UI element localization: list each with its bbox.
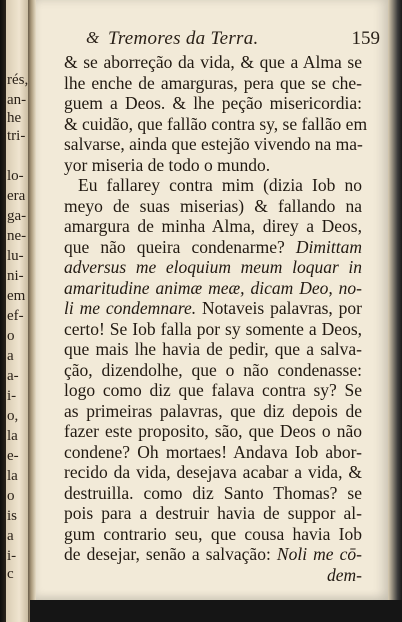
facing-page-fragment: e- xyxy=(7,448,19,464)
facing-page-fragment: i- xyxy=(7,388,17,404)
facing-page-fragment: c xyxy=(7,566,14,582)
facing-page-fragment: era xyxy=(7,188,26,204)
line-text: pois para a destruir havia de suppor al- xyxy=(64,503,362,523)
line-text: logo como diz que falava contra sy? Se xyxy=(64,380,362,400)
book-page xyxy=(36,0,388,600)
text-line xyxy=(64,544,362,565)
line-text: de desejar, senão a salvação: xyxy=(64,544,277,564)
text-line xyxy=(64,52,362,73)
line-text: yor miseria de todo o mundo. xyxy=(64,154,271,175)
latin-quote-text: dem- xyxy=(327,564,362,585)
text-line xyxy=(64,237,362,258)
line-text: guem a Deos. & lhe peção misericordia: xyxy=(64,93,362,113)
text-line xyxy=(64,319,362,340)
facing-page-fragment: tri- xyxy=(7,128,26,144)
text-line xyxy=(64,421,362,442)
line-text: as primeiras palavras, que diz depois de xyxy=(64,400,362,421)
text-line xyxy=(64,524,362,545)
text-line xyxy=(64,196,362,217)
text-line xyxy=(64,155,362,176)
line-text: condene? Oh mortaes! Andava Iob abor- xyxy=(64,441,362,462)
text-line xyxy=(64,134,362,155)
line-text: que mais lhe havia de pedir, que a salva- xyxy=(64,339,362,359)
facing-page-edge xyxy=(6,0,28,622)
text-line xyxy=(64,565,362,586)
latin-quote-text: Noli me cō- xyxy=(276,544,362,564)
line-text: salvarse, ainda que estejão vivendo na ma- xyxy=(64,134,363,154)
text-line xyxy=(64,462,362,483)
latin-quote-text: Dimittam xyxy=(295,236,362,257)
line-text: Notaveis palavras, por xyxy=(196,298,362,318)
line-text: amargura de minha Alma, direy a Deos, xyxy=(64,216,362,236)
page-bottom-shadow xyxy=(30,600,402,622)
facing-page-fragment: an- xyxy=(7,92,27,108)
facing-page-fragment: he xyxy=(7,110,22,126)
text-line xyxy=(64,483,362,504)
text-line xyxy=(64,73,362,94)
facing-page-fragment: em xyxy=(7,288,26,304)
facing-page-fragment: o xyxy=(7,488,15,504)
text-line xyxy=(64,216,362,237)
text-line xyxy=(64,380,362,401)
facing-page-fragment: ga- xyxy=(7,208,27,224)
facing-page-fragment: la xyxy=(7,468,18,484)
facing-page-fragment: a- xyxy=(7,368,19,384)
line-text: fazer este proposito, são, que Deos o não xyxy=(64,421,362,441)
facing-page-fragment: is xyxy=(7,508,18,524)
line-text: recido da vida, desejava acabar a vida, & xyxy=(64,462,362,482)
line-text: & cuidão, que fallão contra sy, se fallão em xyxy=(64,113,368,134)
facing-page-fragment: a xyxy=(7,528,14,544)
facing-page-fragment: ni- xyxy=(7,268,24,284)
latin-quote-text: adversus me eloquium meum loquar in xyxy=(64,257,362,277)
facing-page-fragment: la xyxy=(7,428,18,444)
line-text: Eu fallarey contra mim (dizia Iob no xyxy=(78,175,362,195)
facing-page-fragment: i- xyxy=(7,548,17,564)
text-line xyxy=(64,442,362,463)
facing-page-fragment: ne- xyxy=(7,228,27,244)
running-title: Tremores da Terra. xyxy=(108,28,259,49)
facing-page-fragment: rés, xyxy=(7,72,28,88)
line-text: que não queira condenarme? xyxy=(64,236,296,257)
facing-page-fragment: o, xyxy=(7,408,19,424)
text-line xyxy=(64,175,362,196)
text-line xyxy=(64,278,362,299)
text-line xyxy=(64,93,362,114)
facing-page-fragment: lu- xyxy=(7,248,24,264)
line-text: lhe enche de amarguras, pera que se che- xyxy=(64,72,362,93)
text-line xyxy=(64,401,362,422)
body-text xyxy=(64,52,368,585)
facing-page-fragment: ef- xyxy=(7,308,24,324)
page-header xyxy=(86,28,386,52)
text-line xyxy=(64,503,362,524)
text-line xyxy=(64,113,368,135)
line-text: ção, dizendolhe, que o não condenasse: xyxy=(64,359,362,380)
latin-quote-text: amaritudine animæ meæ, dicam Deo, no- xyxy=(64,277,362,298)
page-fore-edge xyxy=(388,0,402,600)
line-text: gum contrario seu, que cousa havia Iob xyxy=(64,523,362,544)
line-text: certo! Se Iob falla por sy somente a Deos, xyxy=(64,318,362,339)
line-text: & se aborreção da vida, & que a Alma se xyxy=(64,52,362,72)
ornament-glyph: & xyxy=(86,28,100,47)
text-line xyxy=(64,257,362,278)
facing-page-fragment: a xyxy=(7,348,14,364)
text-line xyxy=(64,360,362,381)
book-spine-shadow xyxy=(28,0,36,622)
text-line xyxy=(64,298,362,319)
line-text: destruilla. como diz Santo Thomas? se xyxy=(64,482,362,503)
page-number: 159 xyxy=(351,28,380,49)
facing-page-fragment: lo- xyxy=(7,168,24,184)
latin-quote-text: li me condemnare. xyxy=(64,298,197,318)
text-line xyxy=(64,339,362,360)
facing-page-fragment: o xyxy=(7,328,15,344)
line-text: meyo de suas miserias) & fallando na xyxy=(64,195,362,216)
